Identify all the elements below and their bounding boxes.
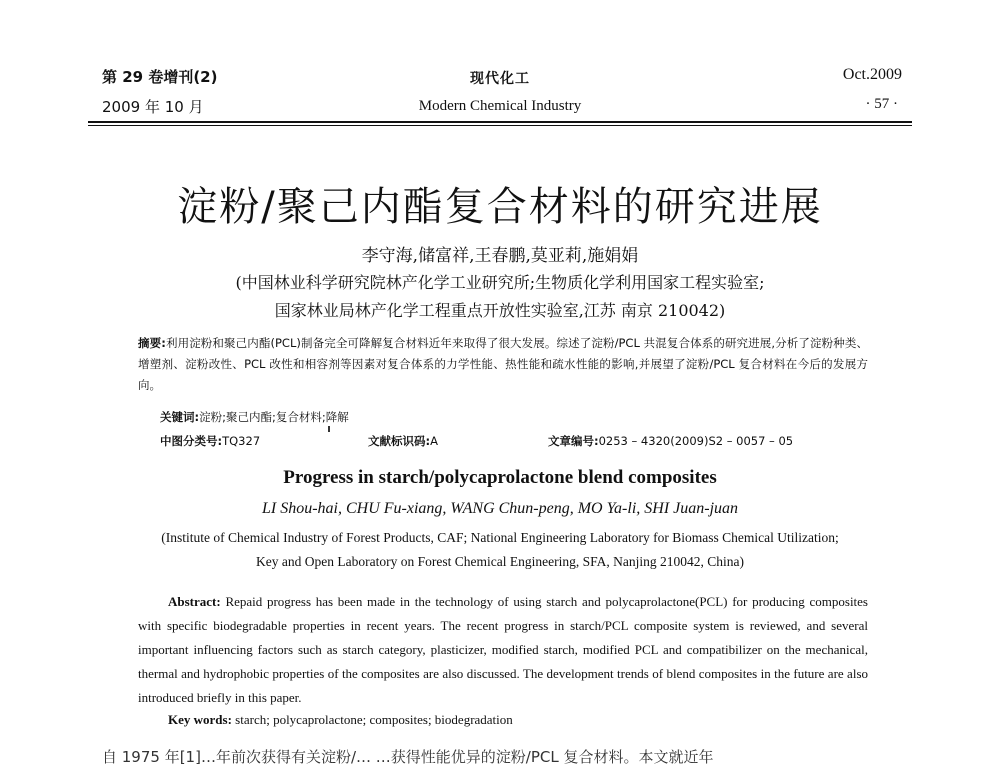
affiliation-en-line1: (Institute of Chemical Industry of Forest Products, CAF; National Engineering Laboratory for Biomass Chemical Utilization;: [161, 530, 839, 545]
affiliation-en-line2: Key and Open Laboratory on Forest Chemical Engineering, SFA, Nanjing 210042, China): [256, 554, 744, 569]
issue-date-en: Oct.2009: [842, 66, 902, 83]
journal-name-en: Modern Chemical Industry: [418, 98, 582, 114]
abstract-cn-text: 利用淀粉和聚己内酯(PCL)制备完全可降解复合材料近年来取得了很大发展。综述了淀粉/PCL 共混复合体系的研究进展,分析了淀粉种类、增塑剂、淀粉改性、PCL 改性和相容剂等因素对复合体系的力学性能、热性能和疏水性能的影响,并展望了淀粉/PCL 复合材料在今后的发展方向。: [138, 336, 868, 392]
keywords-cn-text: 淀粉;聚己内酯;复合材料;降解: [199, 410, 349, 424]
clc-label: 中图分类号:: [160, 434, 223, 448]
body-text-cut-off: 自 1975 年[1]…年前次获得有关淀粉/… …获得性能优异的淀粉/PCL 复合材料。本文就近年: [102, 748, 714, 766]
article-number: [548, 433, 793, 449]
journal-name-cn: 现代化工: [470, 71, 530, 87]
keywords-cn-label: 关键词:: [160, 410, 200, 424]
paper-title-cn: 淀粉/聚己内酯复合材料的研究进展: [177, 184, 823, 230]
affiliation-cn-line1: (中国林业科学研究院林产化学工业研究所;生物质化学利用国家工程实验室;: [235, 273, 765, 292]
abstract-en-text: Repaid progress has been made in the technology of using starch and polycaprolactone(PCL) for producing composites with specific biodegradable properties in recent years. The recent progress in starch/PCL composite system is reviewed, and several important influencing factors such as starch category, plasticizer, modified starch, modified PCL and compatibilizer on the mechanical, thermal and hydrophobic properties of the composites are also discussed. The development trends of blend composites in the future are also introduced briefly in this paper.: [138, 594, 868, 705]
keywords-en-label: Key words:: [168, 712, 232, 727]
abstract-en-label: Abstract:: [168, 594, 221, 609]
keywords-en: [168, 712, 513, 728]
abstract-en: [138, 590, 868, 710]
clc-number: [160, 433, 260, 449]
affiliation-cn-line2: 国家林业局林产化学工程重点开放性实验室,江苏 南京 210042): [274, 301, 726, 320]
clc-value: TQ327: [222, 434, 261, 448]
keywords-en-text: starch; polycaprolactone; composites; biodegradation: [235, 712, 513, 727]
authors-en: LI Shou-hai, CHU Fu-xiang, WANG Chun-peng, MO Ya-li, SHI Juan-juan: [261, 500, 739, 517]
doc-code-label: 文献标识码:: [368, 434, 431, 448]
page-number: · 57 ·: [865, 96, 898, 112]
article-number-value: 0253 – 4320(2009)S2 – 0057 – 05: [598, 434, 794, 448]
stray-mark: [328, 426, 330, 432]
volume-info: 第 29 卷增刊(2): [102, 68, 218, 86]
authors-cn: 李守海,储富祥,王春鹏,莫亚莉,施娟娟: [361, 246, 639, 266]
paper-title-en: Progress in starch/polycaprolactone blend composites: [283, 467, 717, 488]
keywords-cn: [160, 409, 349, 425]
abstract-cn-label: 摘要:: [138, 336, 166, 350]
article-number-label: 文章编号:: [548, 434, 599, 448]
header-rule-thin: [88, 125, 912, 126]
abstract-cn: [138, 333, 868, 396]
header-rule-thick: [88, 121, 912, 123]
doc-code-value: A: [430, 434, 438, 448]
document-code: [368, 433, 438, 449]
issue-date-cn: 2009 年 10 月: [102, 98, 204, 116]
